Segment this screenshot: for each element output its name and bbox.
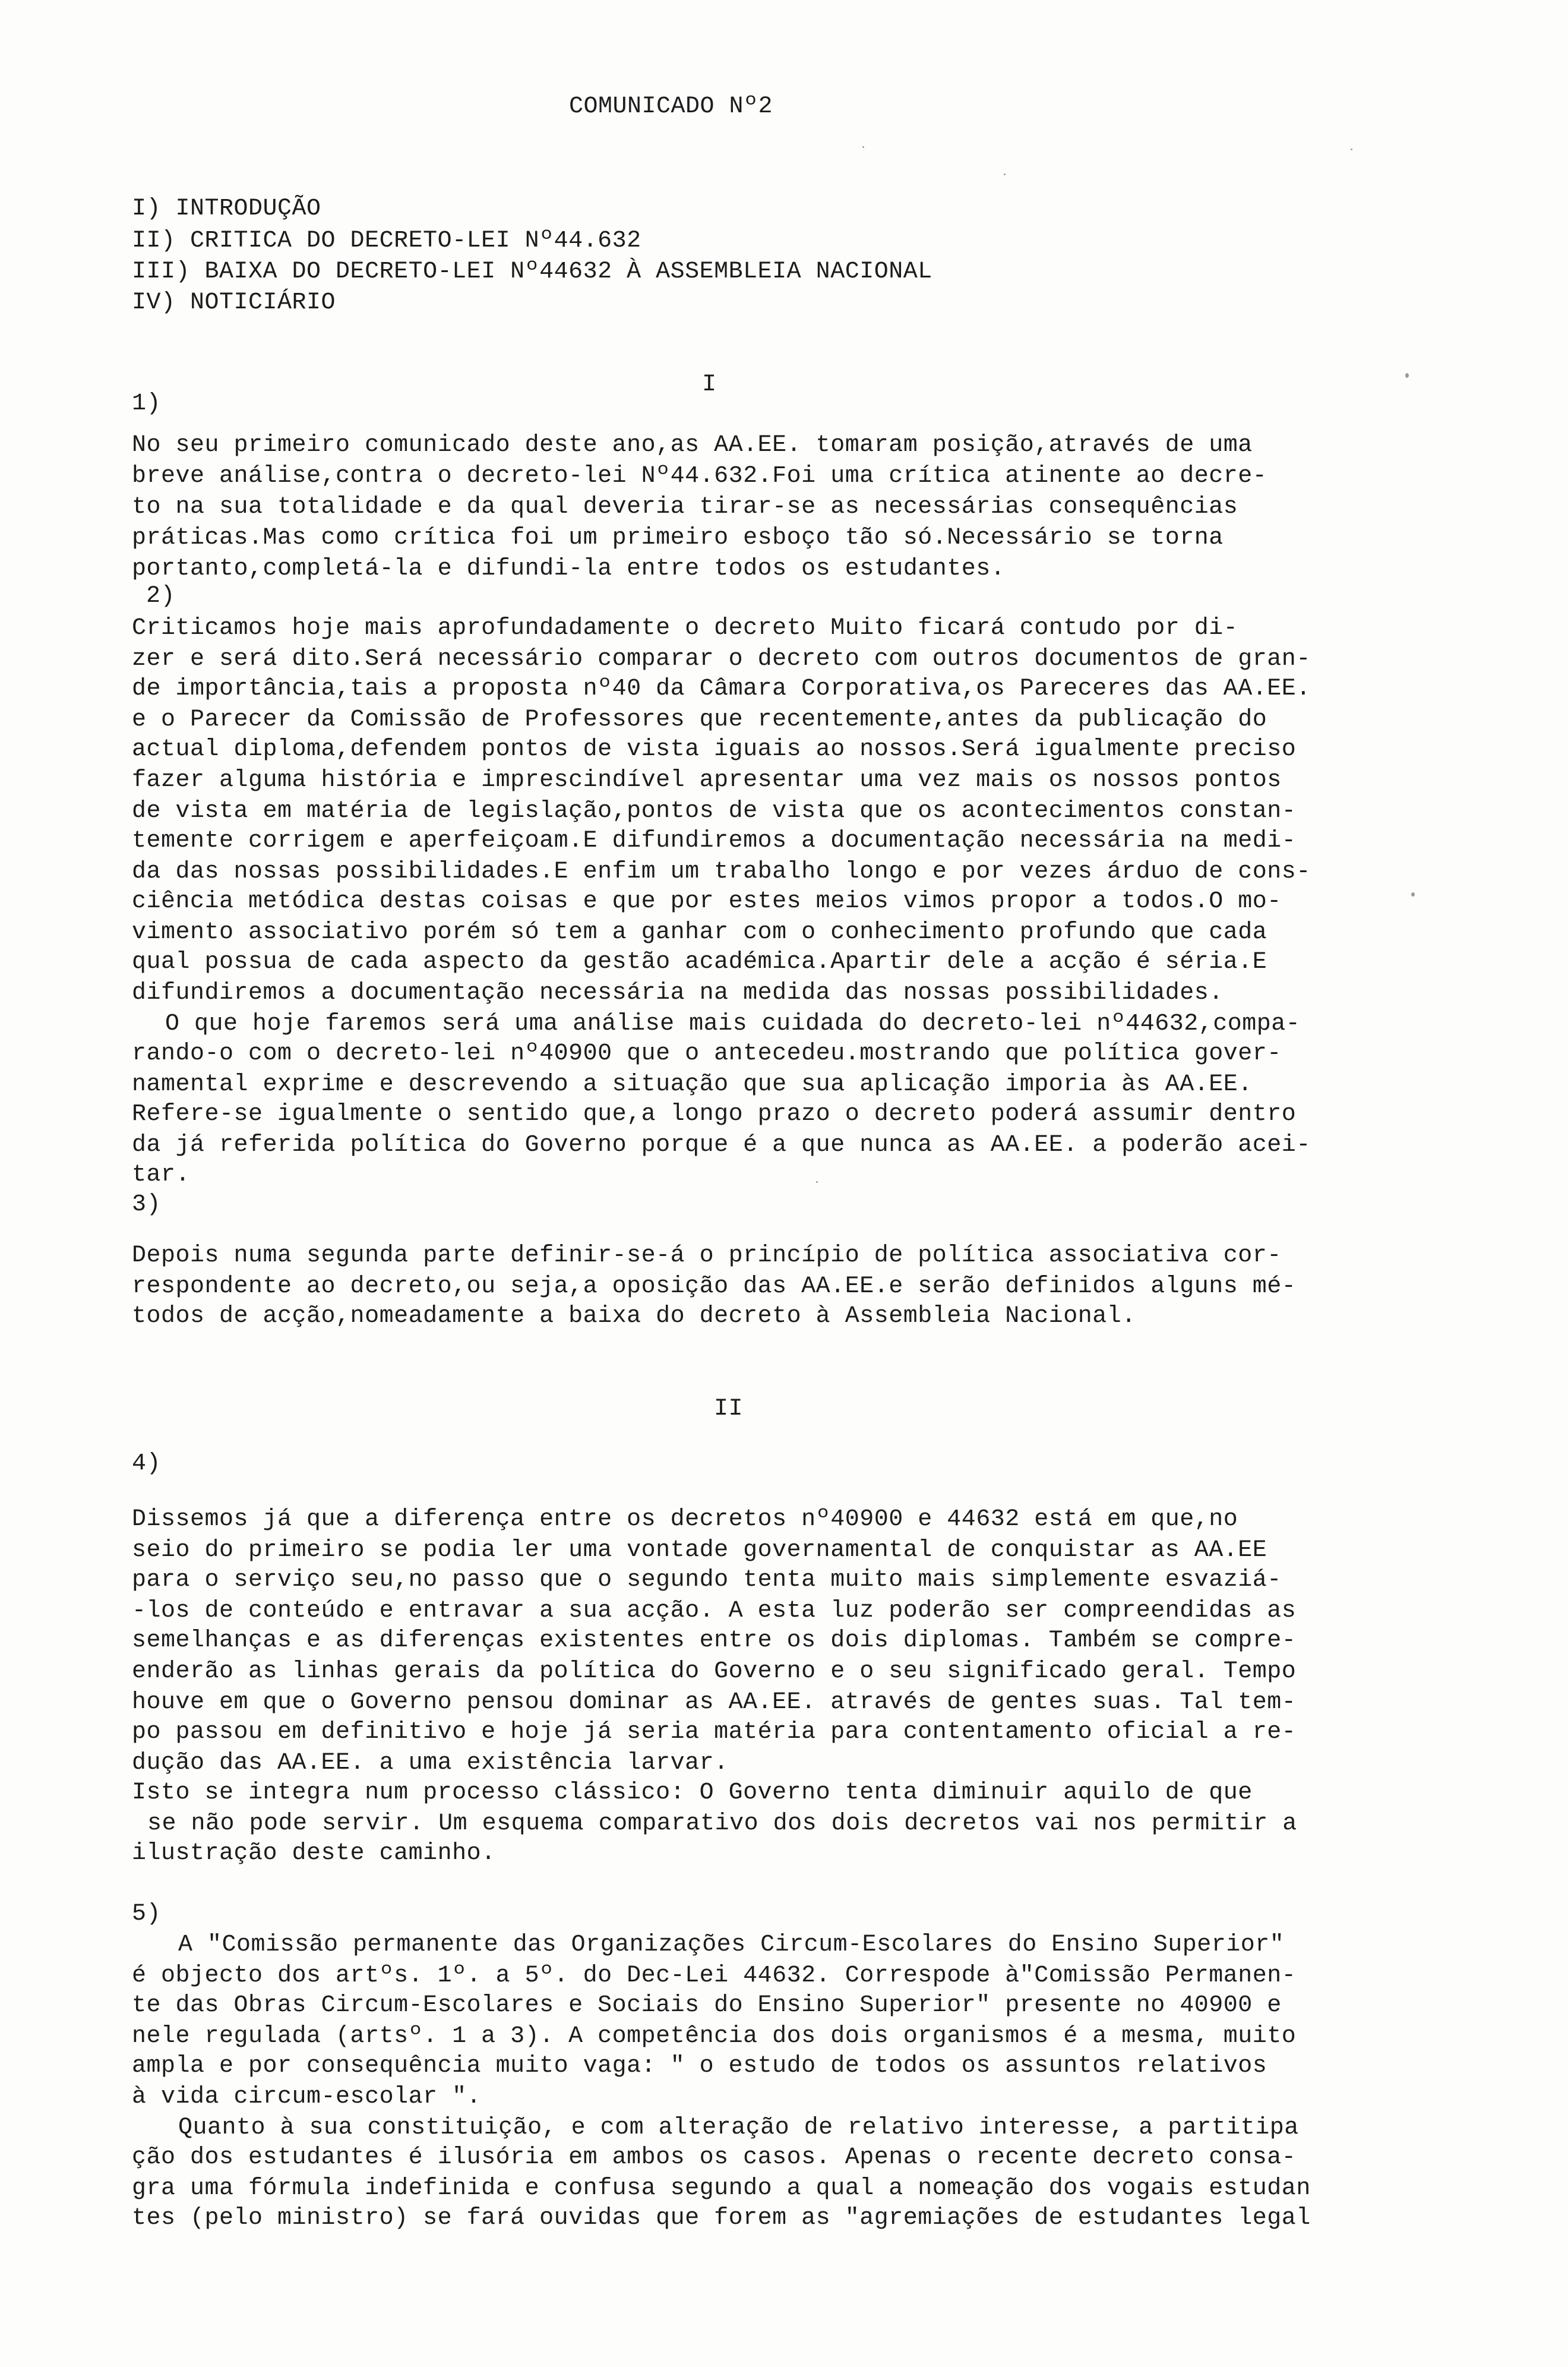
text-line: -los de conteúdo e entravar a sua acção. A esta luz poderão ser compreendidas as (132, 1598, 1297, 1624)
text-line: to na sua totalidade e da qual deveria tirar-se as necessárias consequências (132, 494, 1238, 520)
text-line: tar. (132, 1162, 191, 1188)
toc-item: I) INTRODUÇÃO (132, 195, 321, 222)
text-line: vimento associativo porém só tem a ganhar com o conhecimento profundo que cada (132, 919, 1267, 946)
text-line: ciência metódica destas coisas e que por estes meios vimos propor a todos.O mo- (132, 888, 1282, 915)
text-line: qual possua de cada aspecto da gestão académica.Apartir dele a acção é séria.E (132, 949, 1267, 976)
text-line: ção dos estudantes é ilusória em ambos os casos. Apenas o recente decreto consa- (132, 2144, 1297, 2171)
text-line: à vida circum-escolar ". (132, 2084, 482, 2110)
text-line: fazer alguma história e imprescindível apresentar uma vez mais os nossos pontos (132, 767, 1282, 794)
text-line: de vista em matéria de legislação,pontos de vista que os acontecimentos constan- (132, 798, 1297, 825)
text-line: A "Comissão permanente das Organizações Circum-Escolares do Ensino Superior" (178, 1932, 1285, 1958)
text-line: Isto se integra num processo clássico: O Governo tenta diminuir aquilo de que (132, 1779, 1253, 1806)
paragraph-number: 3) (132, 1191, 162, 1218)
text-line: se não pode servir. Um esquema comparativo dos dois decretos vai nos permitir a (147, 1810, 1297, 1837)
text-line: zer e será dito.Será necessário comparar o decreto com outros documentos de gran- (132, 646, 1311, 673)
text-line: breve análise,contra o decreto-lei Nº44.632.Foi uma crítica atinente ao decre- (132, 463, 1267, 490)
text-line: ilustração deste caminho. (132, 1840, 496, 1867)
text-line: práticas.Mas como crítica foi um primeiro esboço tão só.Necessário se torna (132, 525, 1224, 551)
scan-speck (1004, 173, 1006, 175)
section-heading: I (702, 371, 717, 398)
text-line: dução das AA.EE. a uma existência larvar. (132, 1750, 729, 1776)
text-line: da das nossas possibilidades.E enfim um trabalho longo e por vezes árduo de cons- (132, 859, 1311, 885)
text-line: temente corrigem e aperfeiçoam.E difundiremos a documentação necessária na medi- (132, 828, 1297, 854)
text-line: Depois numa segunda parte definir-se-á o princípio de política associativa cor- (132, 1242, 1282, 1269)
text-line: Dissemos já que a diferença entre os decretos nº40900 e 44632 está em que,no (132, 1506, 1238, 1533)
scan-speck (1351, 149, 1352, 150)
scan-speck (816, 1181, 818, 1183)
toc-item: II) CRITICA DO DECRETO-LEI Nº44.632 (132, 228, 641, 254)
text-line: houve em que o Governo pensou dominar as AA.EE. através de gentes suas. Tal tem- (132, 1689, 1297, 1716)
text-line: para o serviço seu,no passo que o segundo tenta muito mais simplemente esvaziá- (132, 1567, 1282, 1593)
text-line: ampla e por consequência muito vaga: " o estudo de todos os assuntos relativos (132, 2053, 1267, 2079)
text-line: te das Obras Circum-Escolares e Sociais do Ensino Superior" presente no 40900 e (132, 1992, 1282, 2019)
scan-speck (1405, 373, 1409, 378)
paragraph-number: 2) (146, 583, 176, 610)
text-line: portanto,completá-la e difundi-la entre todos os estudantes. (132, 556, 1006, 582)
toc-item: III) BAIXA DO DECRETO-LEI Nº44632 À ASSEMBLEIA NACIONAL (132, 258, 932, 285)
text-line: gra uma fórmula indefinida e confusa segundo a qual a nomeação dos vogais estudan (132, 2175, 1311, 2202)
text-line: semelhanças e as diferenças existentes entre os dois diplomas. Também se compre- (132, 1627, 1297, 1654)
text-line: e o Parecer da Comissão de Professores que recentemente,antes da publicação do (132, 706, 1267, 733)
text-line: tes (pelo ministro) se fará ouvidas que forem as "agremiações de estudantes legal (132, 2205, 1311, 2232)
document-title: COMUNICADO Nº2 (569, 93, 773, 120)
text-line: todos de acção,nomeadamente a baixa do decreto à Assembleia Nacional. (132, 1303, 1136, 1330)
paragraph-number: 1) (132, 390, 162, 417)
text-line: difundiremos a documentação necessária na medida das nossas possibilidades. (132, 980, 1224, 1006)
scan-speck (1411, 892, 1415, 897)
text-line: nele regulada (artsº. 1 a 3). A competência dos dois organismos é a mesma, muito (132, 2023, 1297, 2050)
text-line: No seu primeiro comunicado deste ano,as AA.EE. tomaram posição,através de uma (132, 432, 1253, 459)
scan-speck (862, 146, 864, 148)
text-line: namental exprime e descrevendo a situação que sua aplicação imporia às AA.EE. (132, 1071, 1253, 1098)
toc-item: IV) NOTICIÁRIO (132, 289, 336, 316)
text-line: enderão as linhas gerais da política do Governo e o seu significado geral. Tempo (132, 1658, 1297, 1685)
text-line: Criticamos hoje mais aprofundadamente o decreto Muito ficará contudo por di- (132, 615, 1238, 642)
text-line: é objecto dos artºs. 1º. a 5º. do Dec-Lei 44632. Correspode à"Comissão Permanen- (132, 1962, 1297, 1989)
text-line: actual diploma,defendem pontos de vista iguais ao nossos.Será igualmente preciso (132, 736, 1297, 763)
paragraph-number: 4) (132, 1450, 162, 1477)
section-heading: II (714, 1396, 744, 1422)
paragraph-number: 5) (132, 1901, 162, 1927)
text-line: seio do primeiro se podia ler uma vontade governamental de conquistar as AA.EE (132, 1537, 1267, 1564)
text-line: respondente ao decreto,ou seja,a oposição das AA.EE.e serão definidos alguns mé- (132, 1273, 1297, 1300)
text-line: Quanto à sua constituição, e com alteração de relativo interesse, a partitipa (178, 2114, 1299, 2141)
text-line: da já referida política do Governo porque é a que nunca as AA.EE. a poderão acei- (132, 1132, 1311, 1159)
text-line: po passou em definitivo e hoje já seria matéria para contentamento oficial a re- (132, 1719, 1297, 1746)
text-line: rando-o com o decreto-lei nº40900 que o antecedeu.mostrando que política gover- (132, 1040, 1282, 1067)
text-line: O que hoje faremos será uma análise mais cuidada do decreto-lei nº44632,compa- (165, 1011, 1301, 1037)
text-line: Refere-se igualmente o sentido que,a longo prazo o decreto poderá assumir dentro (132, 1101, 1297, 1128)
text-line: de importância,tais a proposta nº40 da Câmara Corporativa,os Pareceres das AA.EE. (132, 676, 1311, 702)
